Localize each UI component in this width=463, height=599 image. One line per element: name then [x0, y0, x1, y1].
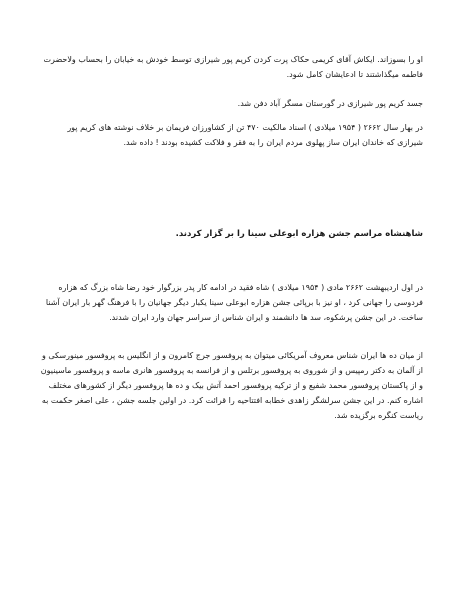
paragraph-land-deeds: در بهار سال ۲۶۶۲ ( ۱۹۵۴ میلادی ) اسناد مالکیت ۴۷۰ تن از کشاورزان فریمان بر خلاف نوشته های کریم پور شیرازی که خاندان ایران ساز پهلوی مردم ایران را به فقر و فلاکت کشیده بودند ! داده شد. [67, 123, 423, 147]
paragraph-avicenna-millennium: در اول اردیبهشت ۲۶۶۲ مادی ( ۱۹۵۴ میلادی ) شاه فقید در ادامه کار پدر بزرگوار خود رضا شاه بزرگ که هزاره فردوسی را جهانی کرد ، او نیز با برپائی جشن هزاره ابوعلی سینا یکبار دیگر جهانیان را با فرهنگ گهر بار ایران آشنا ساخت. در این جشن پرشکوه، سد ها دانشمند و ایران شناس از سراسر جهان وارد ایران شدند. [45, 283, 423, 322]
section-heading: شاهنشاه مراسم جشن هزاره ابوعلی سینا را بر گزار کردند. [175, 229, 423, 239]
paragraph-cremation: او را بسوزاند. ایکاش آقای کریمی حکاک پرت کردن کریم پور شیرازی توسط خودش به خیابان را بحساب ولاحضرت فاطمه میگذاشتند تا ادعایشان کامل شود. [43, 55, 423, 79]
paragraph-iranologists: از میان ده ها ایران شناس معروف آمریکائی میتوان به پروفسور جرج کامرون و از انگلیس به پروفسور مینورسکی و از آلمان به دکتر رمپیس و از شوروی به پروفسور برتلس و از فرانسه به پروفسور هانری ماسه و پروفسور ماسینیون و از پاکستان پروفسور محمد شفیع و از ترکیه پروفسور احمد آتش بیک و ده ها پروفسور دیگر از کشورهای مختلف اشاره کنم. در این جشن سرلشگر زاهدی خطابه افتتاحیه را قرائت کرد. در اولین جلسه جشن ، علی اصغر حکمت به ریاست کنگره برگزیده شد. [40, 351, 423, 420]
paragraph-burial: جسد کریم پور شیرازی در گورستان مسگر آباد دفن شد. [237, 99, 423, 108]
